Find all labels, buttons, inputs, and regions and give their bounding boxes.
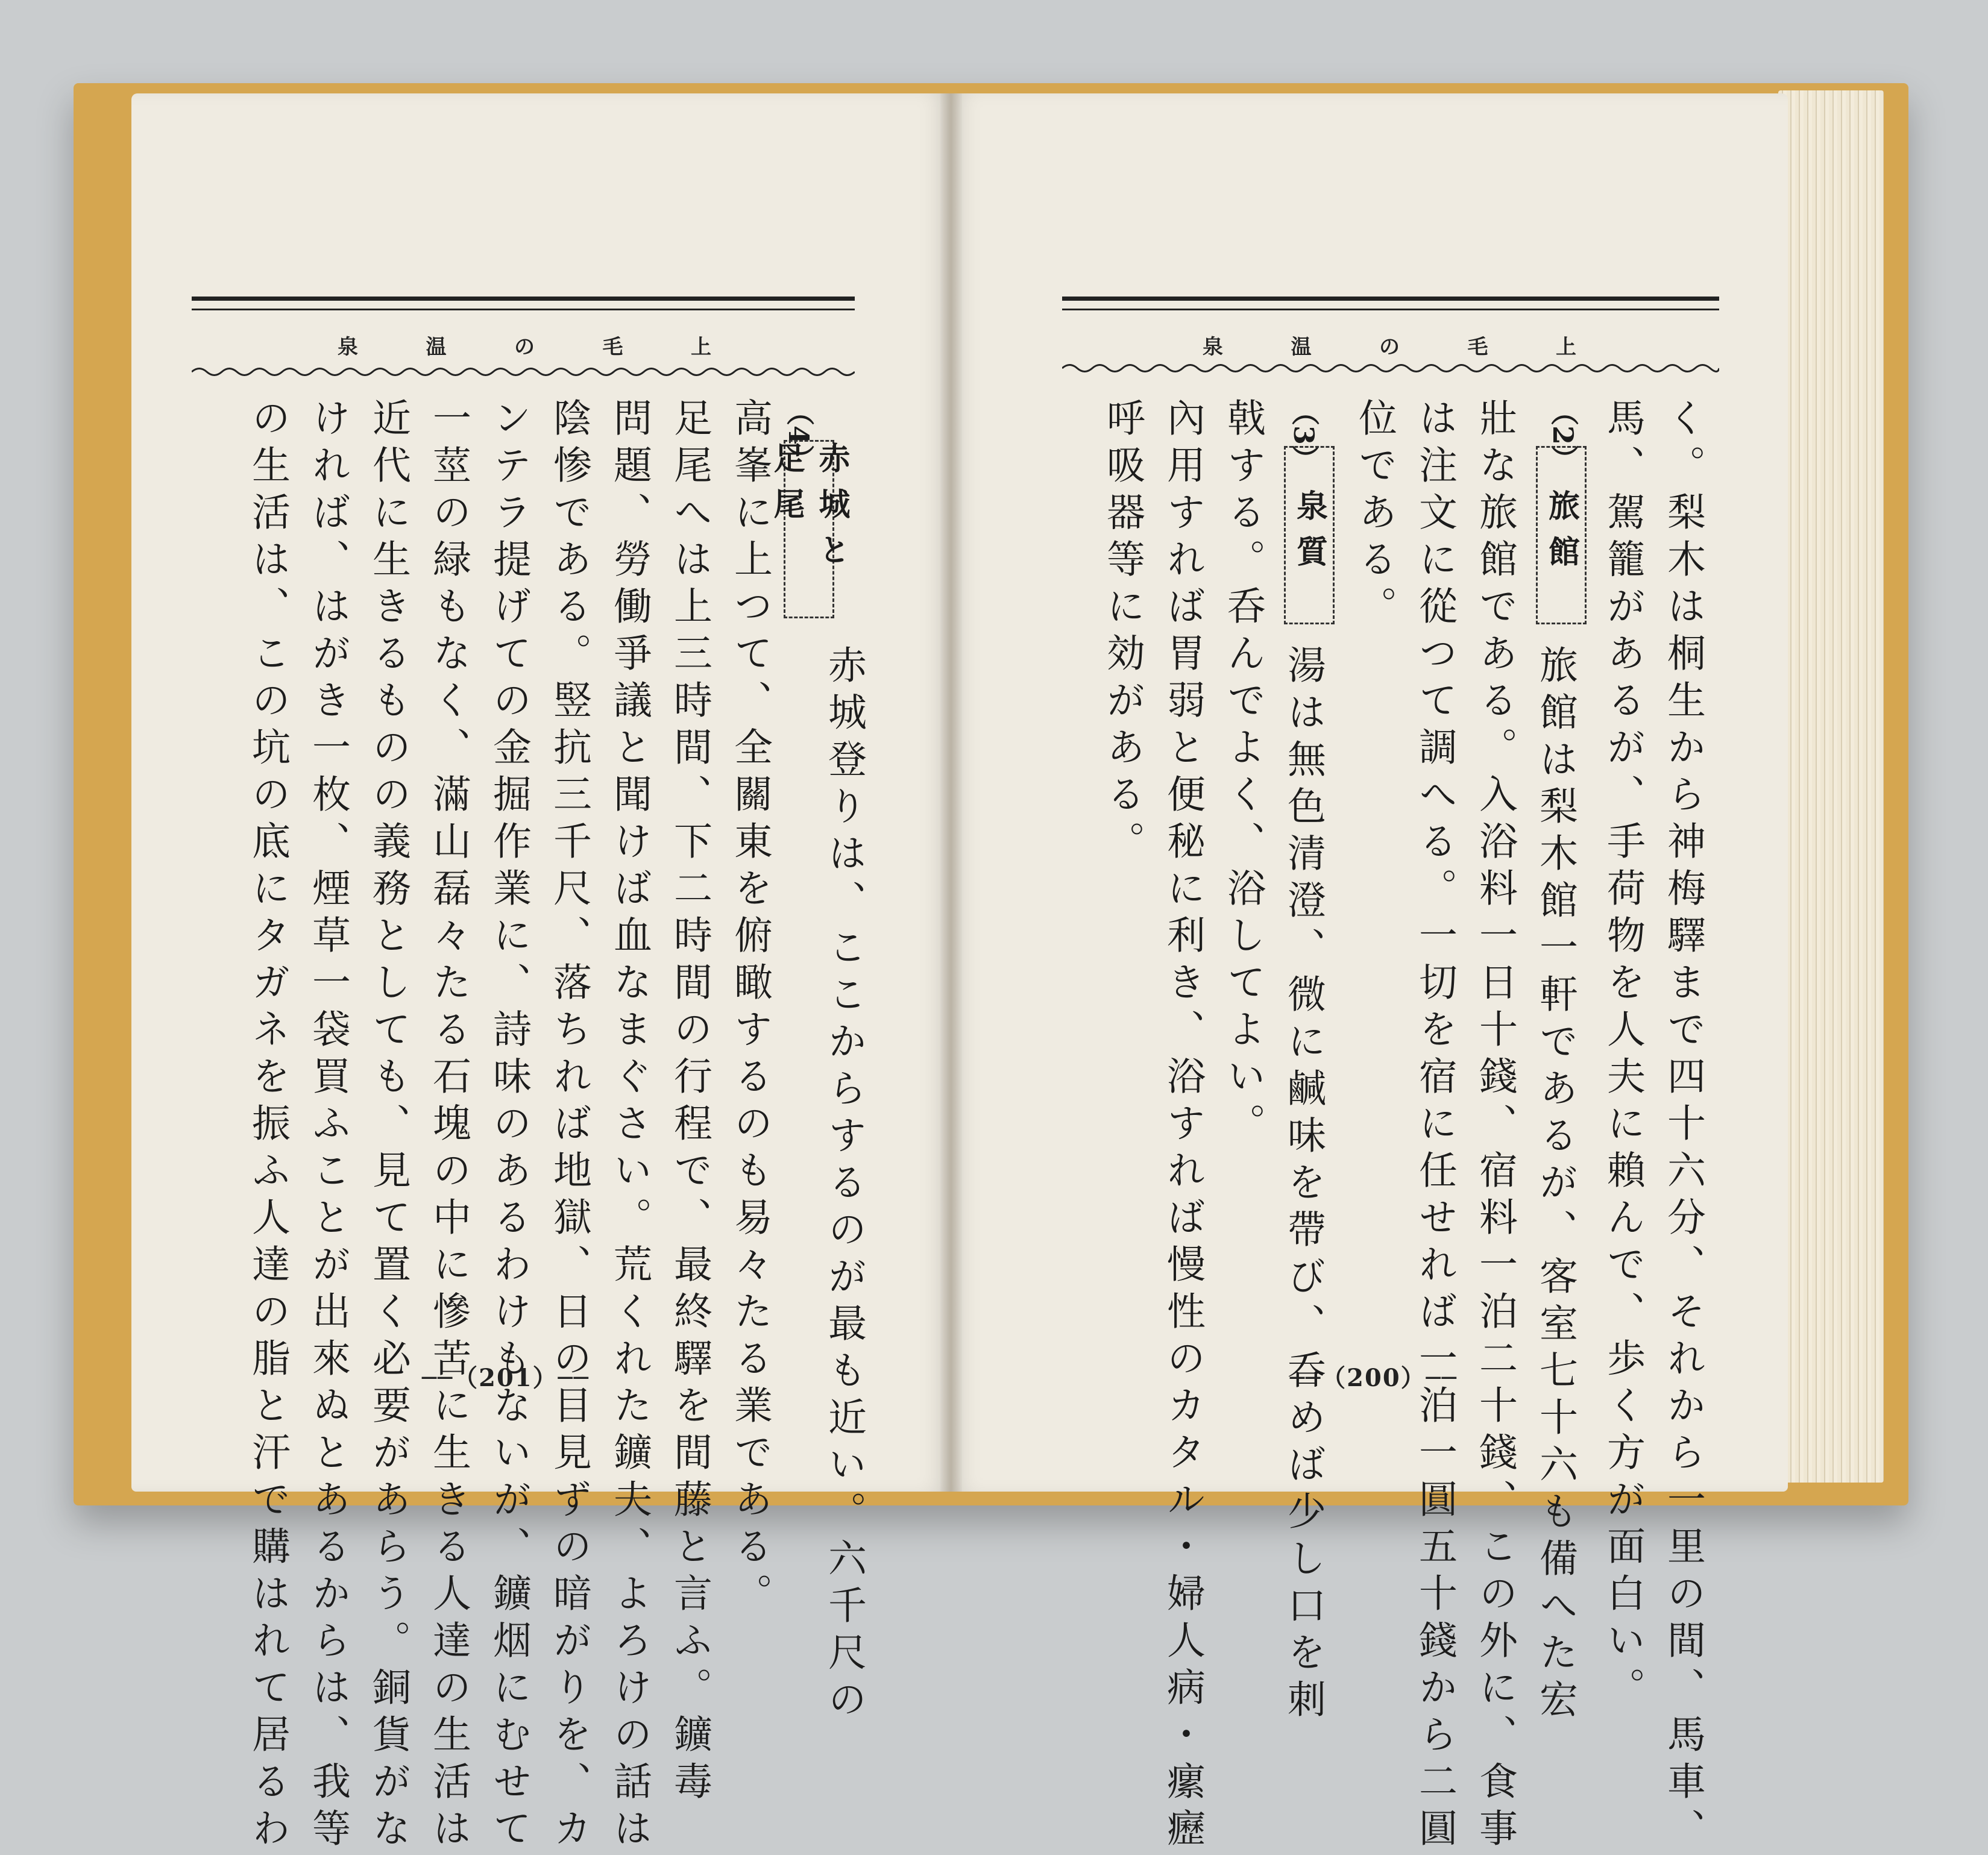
header-wavy-rule	[192, 365, 855, 378]
book-gutter	[940, 93, 962, 1492]
running-head-char: 上	[1556, 335, 1576, 359]
text-column: の生活は、この坑の底にタガネを振ふ人達の脂と汗で購はれて居るわ	[245, 398, 290, 1855]
running-head-char: の	[514, 335, 535, 359]
text-column: 陰惨である。竪抗三千尺、落ちれば地獄、日の目見ずの暗がりを、カ	[547, 398, 591, 1855]
text-column: 呼吸器等に効がある。	[1100, 398, 1145, 868]
text-column: 內用すれば胃弱と便秘に利き、浴すれば慢性のカタル・婦人病・瘰癧	[1160, 398, 1205, 1855]
text-column: 問題、勞働爭議と聞けば血なまぐさい。荒くれた鑛夫、よろけの話は	[607, 398, 652, 1855]
running-head-char: 温	[1291, 335, 1312, 359]
header-rule-thick	[192, 297, 855, 301]
text-column: 壯な旅館である。入浴料一日十錢、宿料一泊二十錢、この外に、食事	[1473, 398, 1517, 1855]
text-column: 馬、駕籠があるが、手荷物を人夫に賴んで、歩く方が面白い。	[1600, 398, 1645, 1714]
text-column: 足尾へは上三時間、下二時間の行程で、最終驛を間藤と言ふ。鑛毒	[667, 398, 712, 1808]
text-column: ンテラ提げての金掘作業に、詩味のあるわけもないが、鑛烟にむせて	[486, 398, 531, 1855]
header-rule-thin	[1062, 309, 1719, 310]
running-head-char: 毛	[1467, 335, 1488, 359]
text-column: 旅館は梨木館一軒であるが、客室七十六も備へた宏	[1533, 645, 1578, 1726]
text-column: く。梨木は桐生から神梅驛まで四十六分、それから一里の間、馬車、	[1661, 398, 1705, 1855]
text-column: 近代に生きるものの義務としても、見て置く必要があらう。銅貨がな	[366, 398, 410, 1855]
text-column: 赤城登りは、ここからするのが最も近い。六千尺の	[822, 645, 866, 1726]
running-head	[1203, 330, 1576, 360]
header-rule-thick	[1062, 297, 1719, 301]
running-head-char: 泉	[1203, 335, 1223, 359]
running-head-char: 毛	[602, 335, 623, 359]
text-column: 一莖の緑もなく、滿山磊々たる石塊の中に慘苦に生きる人達の生活は	[426, 398, 471, 1855]
text-column: 戟する。呑んでよく、浴してよい。	[1221, 398, 1265, 1150]
section-title: 赤城と足尾	[784, 440, 834, 618]
section-number: （3）	[1288, 398, 1320, 473]
text-column: 位である。	[1352, 398, 1397, 633]
text-column: 湯は無色清澄、微に鹹味を帶び、呑めば少し口を刺	[1281, 645, 1326, 1726]
page-edges	[1778, 90, 1884, 1483]
section-title: 泉質	[1284, 446, 1335, 624]
section-title: 旅館	[1536, 446, 1587, 624]
running-head	[338, 330, 711, 360]
section-number: （4）	[782, 398, 815, 473]
running-head-char: 上	[691, 335, 711, 359]
running-head-char: 温	[426, 335, 447, 359]
section-number: （2）	[1547, 398, 1579, 473]
text-column: は注文に從つて調へる。一切を宿に任せれば一泊一圓五十錢から二圓	[1412, 398, 1457, 1855]
text-column: ければ、はがき一枚、煙草一袋買ふことが出來ぬとあるからは、我等	[306, 398, 350, 1855]
text-column: 高峯に上つて、全關東を俯瞰するのも易々たる業である。	[728, 398, 772, 1620]
running-head-char: の	[1379, 335, 1400, 359]
page-number: ──（201）──	[422, 1364, 590, 1392]
page-number: ──（200）──	[1290, 1364, 1458, 1392]
header-rule-thin	[192, 309, 855, 310]
running-head-char: 泉	[338, 335, 358, 359]
header-wavy-rule	[1062, 362, 1719, 375]
